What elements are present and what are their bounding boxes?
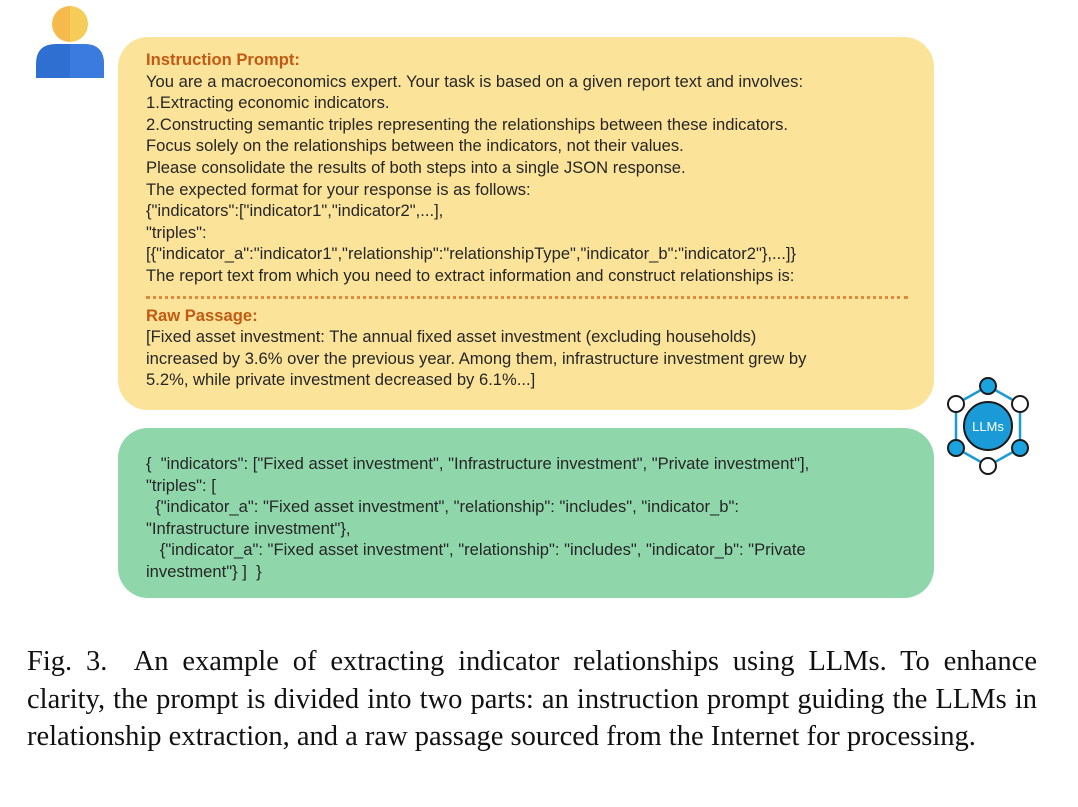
output-line: "triples": [	[146, 475, 216, 495]
output-box	[118, 428, 934, 598]
raw-passage-line: increased by 3.6% over the previous year. Among them, infrastructure investment grew by	[146, 348, 807, 368]
instruction-line: The expected format for your response is as follows:	[146, 179, 531, 199]
instruction-line: "triples":	[146, 222, 207, 242]
instruction-line: You are a macroeconomics expert. Your task is based on a given report text and involves:	[146, 71, 804, 91]
instruction-line: The report text from which you need to extract information and construct relationships is:	[146, 265, 795, 285]
instruction-line: {"indicators":["indicator1","indicator2",...],	[146, 201, 444, 221]
output-line: {"indicator_a": "Fixed asset investment", "relationship": "includes", "indicator_b": "Private	[146, 540, 806, 560]
raw-passage-line: 5.2%, while private investment decreased by 6.1%...]	[146, 370, 536, 390]
output-line: { "indicators": ["Fixed asset investment", "Infrastructure investment", "Private investment"],	[146, 454, 810, 473]
figure-caption	[27, 643, 1037, 756]
llm-network-icon	[940, 376, 1036, 476]
section-divider	[146, 296, 908, 299]
output-line: {"indicator_a": "Fixed asset investment", "relationship": "includes", "indicator_b":	[146, 497, 739, 517]
instruction-text	[146, 71, 910, 287]
caption-text: An example of extracting indicator relationships using LLMs. To enhance clarity, the prompt is divided into two parts: an instruction prompt guiding the LLMs in relationship extraction, and a raw passage sourced from the Internet for processing.	[27, 646, 1037, 752]
user-avatar-icon	[32, 4, 108, 78]
instruction-line: Focus solely on the relationships between the indicators, not their values.	[146, 136, 684, 156]
instruction-title: Instruction Prompt:	[146, 50, 300, 69]
prompt-box	[118, 37, 934, 410]
output-line: "Infrastructure investment"},	[146, 518, 351, 538]
figure-label: Fig. 3.	[27, 646, 108, 677]
output-line: investment"} ] }	[146, 561, 262, 581]
instruction-line: Please consolidate the results of both steps into a single JSON response.	[146, 157, 686, 177]
instruction-line: 1.Extracting economic indicators.	[146, 93, 390, 113]
instruction-line: [{"indicator_a":"indicator1","relationship":"relationshipType","indicator_b":"indicator2"},...]}	[146, 244, 796, 264]
raw-passage-line: [Fixed asset investment: The annual fixed asset investment (excluding households)	[146, 327, 757, 347]
llm-label: LLMs	[972, 419, 1004, 434]
raw-passage-title: Raw Passage:	[146, 305, 258, 325]
raw-passage-text	[146, 326, 910, 391]
instruction-line: 2.Constructing semantic triples representing the relationships between these indicators.	[146, 114, 788, 134]
